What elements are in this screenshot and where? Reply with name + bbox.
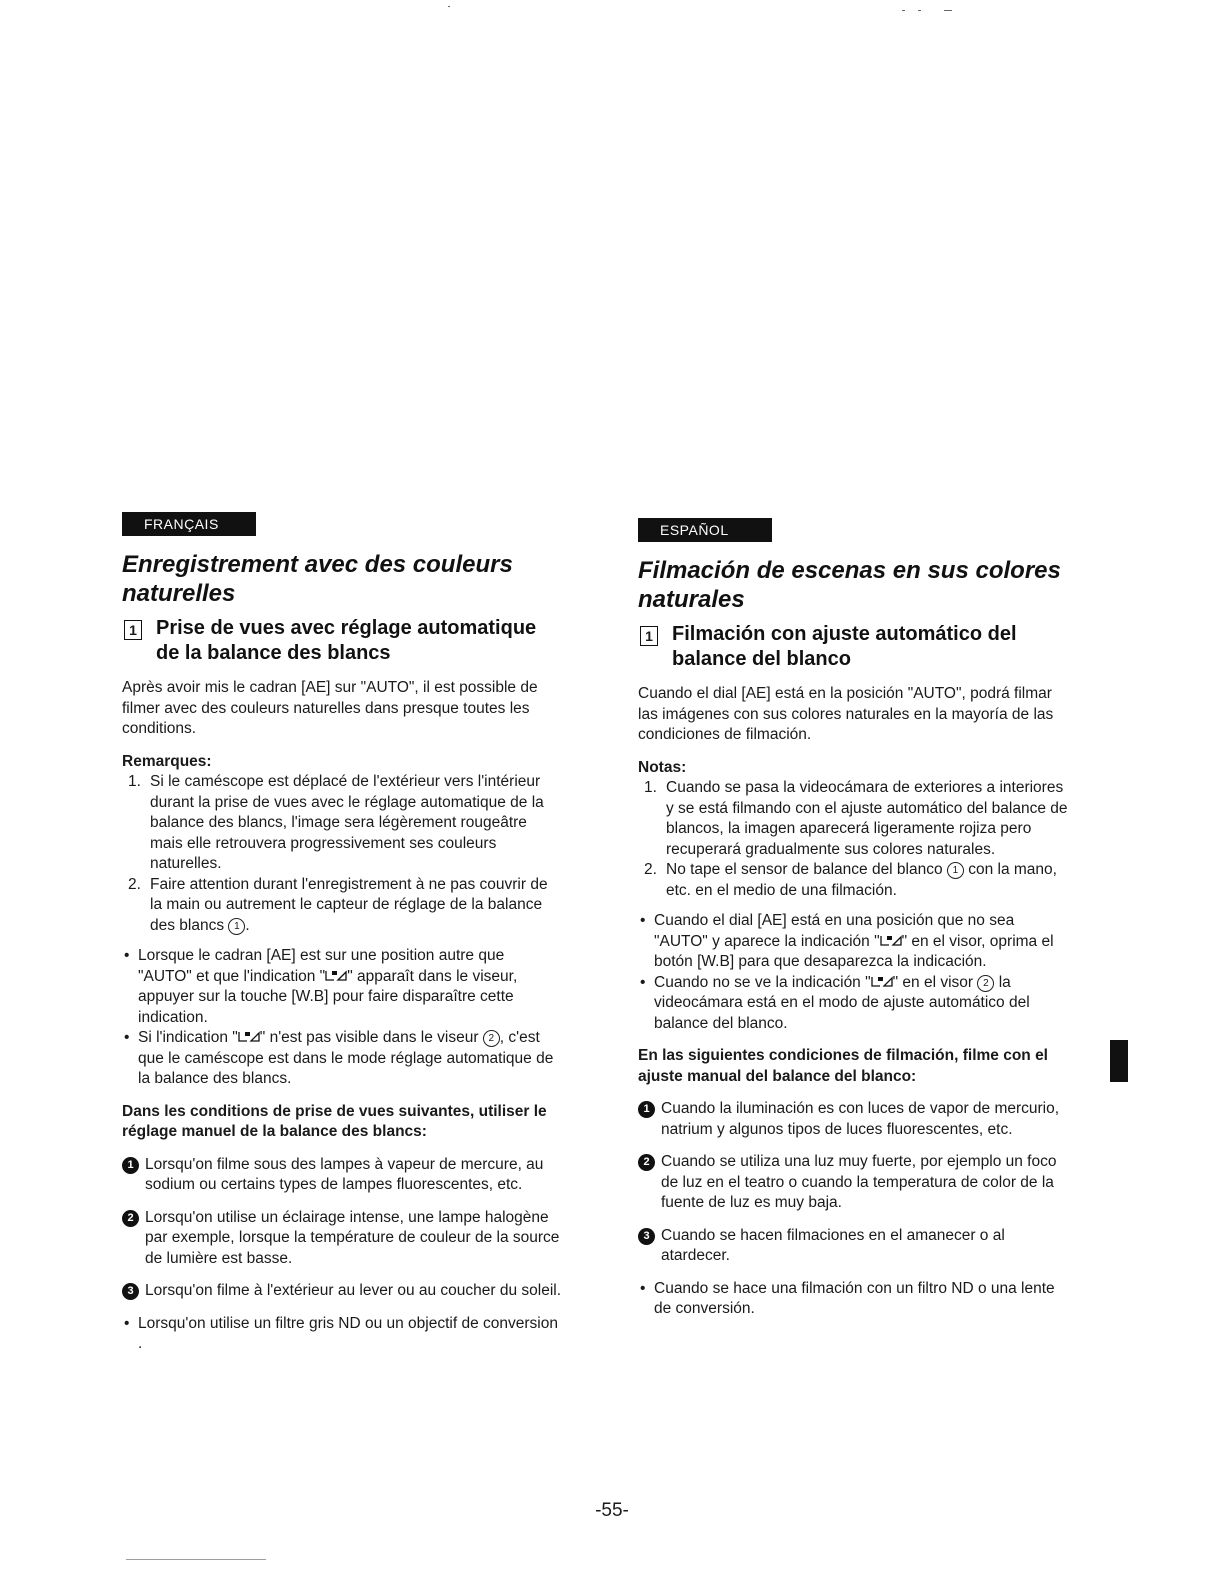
bullet-text-part: " apparaît dans le viseur, appuyer sur la touche [W.B] pour faire disparaître cette indication.	[138, 967, 518, 1026]
note-text: Cuando se pasa la videocámara de exteriores a interiores y se está filmando con el ajuste automático del balance de blancos, la imagen aparecerá ligeramente rojiza pero recuperará gradualmente sus colores naturales.	[666, 779, 1068, 858]
note-item	[638, 778, 1070, 860]
bullet-text: Cuando se hace una filmación con un filtro ND o una lente de conversión.	[654, 1279, 1055, 1317]
condition-item	[638, 1099, 1070, 1140]
note-item	[122, 875, 562, 937]
bullet-text-part: la videocámara está en el modo de ajuste automático del balance del blanco.	[654, 973, 1030, 1032]
scan-speck	[902, 10, 905, 11]
section-title: Filmación de escenas en sus colores naturales	[638, 557, 1061, 613]
bottom-rule	[126, 1559, 266, 1560]
bullet-text	[654, 973, 1070, 1035]
condition-number-disc: 2	[122, 1210, 139, 1227]
bullet-item	[638, 973, 1070, 1035]
bullet-text-part: Si l'indication "	[138, 1029, 238, 1046]
bullet-text-part: , c'est que le caméscope est dans le mode réglage automatique de la balance des blancs.	[138, 1029, 554, 1087]
notes-heading: Remarques:	[122, 752, 212, 770]
notes-list	[638, 778, 1070, 901]
note-text-part: Faire attention durant l'enregistrement à ne pas couvrir de la main ou autrement le capteur de réglage de la balance des blancs	[150, 875, 548, 934]
language-tag-francais: FRANÇAIS	[122, 512, 256, 536]
condition-item	[638, 1152, 1070, 1214]
bullet-dot: •	[124, 1029, 130, 1046]
bullet-item	[122, 946, 562, 1028]
condition-text: Cuando se hacen filmaciones en el amanecer o al atardecer.	[661, 1226, 1005, 1264]
note-text-part: con la mano, etc. en el medio de una filmación.	[666, 861, 1057, 899]
step-number-box: 1	[124, 620, 142, 640]
note-text	[666, 860, 1070, 901]
page-number: -55-	[595, 1500, 629, 1521]
white-balance-icon	[325, 970, 347, 981]
white-balance-icon	[871, 976, 893, 987]
bullet-text-part: Cuando no se ve la indicación "	[654, 973, 871, 991]
note-text-part: No tape el sensor de balance del blanco	[666, 861, 943, 878]
condition-number-disc: 3	[122, 1283, 139, 1300]
section-edge-marker	[1110, 1040, 1128, 1082]
bullet-list	[122, 946, 562, 1090]
circled-number: 2	[483, 1030, 500, 1047]
condition-text: Lorsqu'on utilise un éclairage intense, une lampe halogène par exemple, lorsque la température de couleur de la source de lumière est basse.	[145, 1208, 560, 1267]
white-balance-icon	[880, 935, 902, 946]
bullet-item	[638, 1279, 1070, 1320]
white-balance-icon	[238, 1031, 260, 1042]
bullet-text-part: " en el visor, oprima el botón [W.B] para que desaparezca la indicación.	[654, 932, 1054, 970]
notes-list	[122, 772, 562, 936]
conditions-heading: En las siguientes condiciones de filmación, filme con el ajuste manual del balance del blanco:	[638, 1047, 1048, 1085]
note-number: 2.	[128, 875, 141, 893]
scan-speck	[448, 6, 450, 7]
condition-item	[122, 1155, 562, 1196]
subsection-heading	[122, 616, 562, 666]
condition-text: Lorsqu'on filme sous des lampes à vapeur de mercure, au sodium ou certains types de lampes fluorescentes, etc.	[145, 1155, 544, 1193]
note-item	[122, 772, 562, 875]
circled-number: 1	[228, 918, 245, 935]
bullet-text: Lorsqu'on utilise un filtre gris ND ou un objectif de conversion .	[138, 1314, 558, 1352]
bullet-list	[638, 911, 1070, 1034]
bullet-dot: •	[640, 1279, 646, 1297]
condition-number-disc: 1	[638, 1101, 655, 1118]
intro-paragraph: Cuando el dial [AE] está en la posición "AUTO", podrá filmar las imágenes con sus colores naturales en la mayoría de las condiciones de filmación.	[638, 685, 1054, 743]
bullet-text-part: Lorsque le cadran [AE] est sur une position autre que "AUTO" et que l'indication "	[138, 947, 505, 985]
circled-number: 2	[977, 975, 994, 992]
condition-item	[122, 1281, 562, 1302]
subsection-heading	[638, 622, 1070, 672]
note-number: 1.	[644, 779, 657, 796]
subsection-title: Filmación con ajuste automático del balance del blanco	[672, 623, 1017, 670]
note-text-part: .	[245, 916, 250, 934]
conditions-heading: Dans les conditions de prise de vues suivantes, utiliser le réglage manuel de la balance des blancs:	[122, 1102, 547, 1140]
language-tag-espanol: ESPAÑOL	[638, 518, 772, 542]
bullet-dot: •	[124, 947, 130, 964]
condition-text: Cuando la iluminación es con luces de vapor de mercurio, natrium y algunos tipos de luces fluorescentes, etc.	[661, 1100, 1060, 1138]
subsection-title: Prise de vues avec réglage automatique de la balance des blancs	[156, 617, 537, 664]
bullet-item	[122, 1028, 562, 1090]
condition-number-disc: 1	[122, 1157, 139, 1174]
note-text: Si le caméscope est déplacé de l'extérieur vers l'intérieur durant la prise de vues avec le réglage automatique de la balance des blancs, l'image sera légèrement rougeâtre mais elle retrouvera progressivement ses couleurs naturelles.	[150, 773, 544, 872]
notes-heading: Notas:	[638, 758, 687, 776]
bullet-item	[638, 911, 1070, 973]
condition-item	[638, 1226, 1070, 1267]
bullet-text	[138, 946, 562, 1028]
bullet-text	[654, 911, 1070, 973]
note-text	[150, 875, 562, 937]
scan-speck	[944, 10, 952, 11]
bullet-dot: •	[640, 973, 646, 991]
bullet-text-part: Cuando el dial [AE] está en una posición que no sea "AUTO" y aparece la indicación "	[654, 912, 1015, 950]
condition-number-disc: 2	[638, 1154, 655, 1171]
note-number: 1.	[128, 773, 141, 790]
bullet-item	[122, 1314, 562, 1355]
circled-number: 1	[947, 862, 964, 879]
note-number: 2.	[644, 861, 657, 878]
francais-column	[122, 512, 562, 1355]
condition-number-disc: 3	[638, 1228, 655, 1245]
scan-speck	[918, 10, 921, 11]
intro-paragraph: Après avoir mis le cadran [AE] sur "AUTO", il est possible de filmer avec des couleurs naturelles dans presque toutes les conditions.	[122, 679, 538, 737]
bullet-text-part: " n'est pas visible dans le viseur	[259, 1029, 479, 1046]
condition-text: Cuando se utiliza una luz muy fuerte, por ejemplo un foco de luz en el teatro o cuando la temperatura de color de la fuente de luz es muy baja.	[661, 1153, 1057, 1211]
condition-item	[122, 1208, 562, 1270]
note-item	[638, 860, 1070, 901]
bullet-text-part: " en el visor	[892, 973, 974, 991]
bullet-dot: •	[124, 1314, 130, 1332]
step-number-box: 1	[640, 626, 658, 646]
bullet-dot: •	[640, 912, 646, 929]
section-title: Enregistrement avec des couleurs naturelles	[122, 551, 513, 607]
condition-text: Lorsqu'on filme à l'extérieur au lever ou au coucher du soleil.	[145, 1282, 562, 1299]
espanol-column	[638, 512, 1070, 1320]
bullet-text	[138, 1028, 562, 1090]
